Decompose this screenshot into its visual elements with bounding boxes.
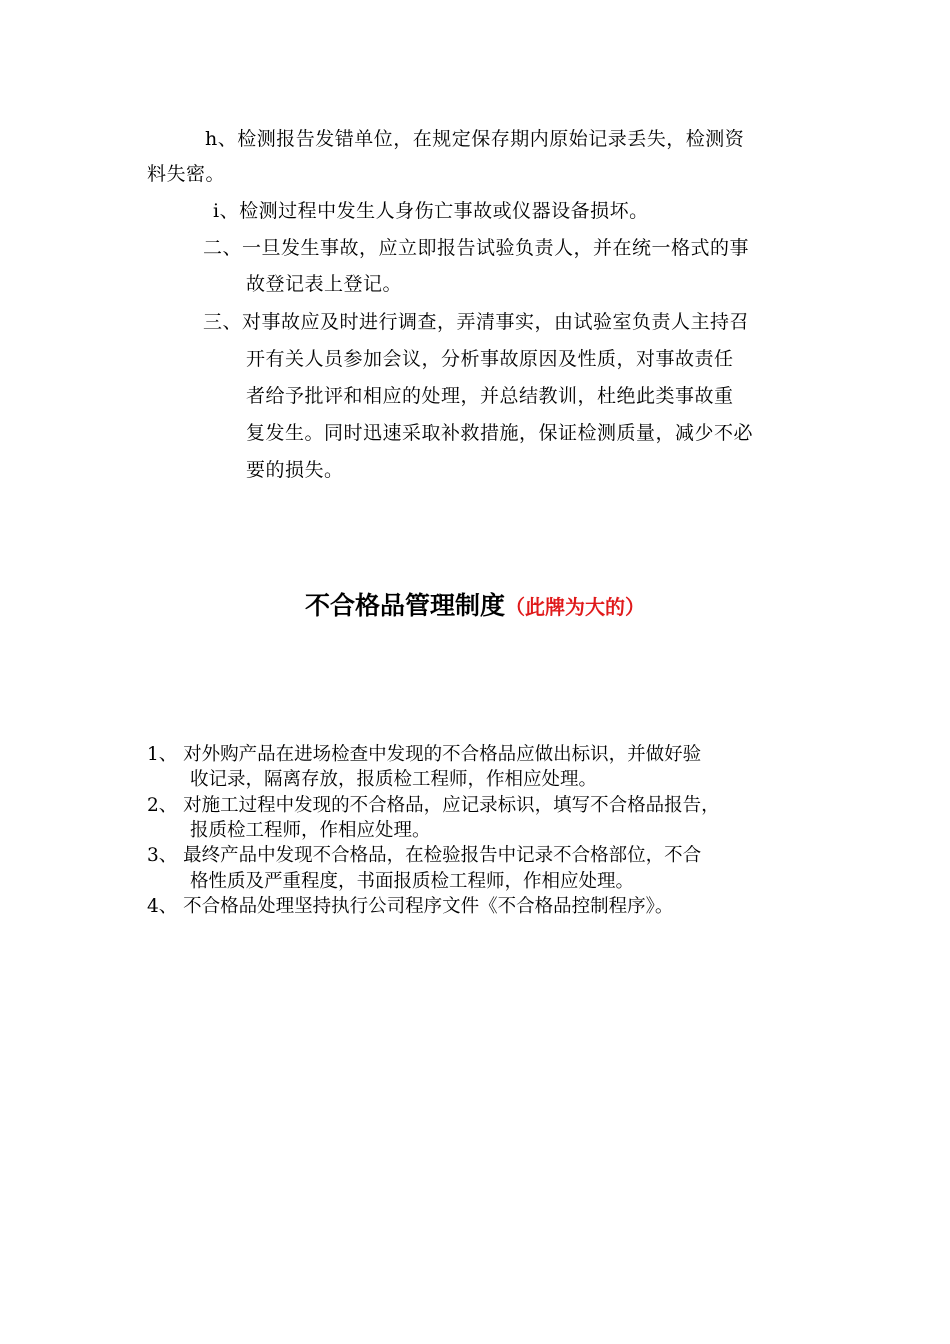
heading-note: （此牌为大的） bbox=[505, 595, 645, 619]
paragraph-line-three-cont-1: 开有关人员参加会议，分析事故原因及性质，对事故责任 bbox=[246, 348, 734, 370]
paragraph-line-three-cont-4: 要的损失。 bbox=[246, 459, 344, 481]
paragraph-line-h-cont: 料失密。 bbox=[147, 163, 226, 185]
list-item-1-cont: 收记录，隔离存放，报质检工程师，作相应处理。 bbox=[190, 769, 598, 790]
list-item-1: 1、 对外购产品在进场检查中发现的不合格品应做出标识，并做好验 bbox=[147, 744, 702, 765]
paragraph-line-h: h、检测报告发错单位，在规定保存期内原始记录丢失，检测资 bbox=[205, 128, 745, 150]
list-item-4: 4、 不合格品处理坚持执行公司程序文件《不合格品控制程序》。 bbox=[147, 896, 674, 917]
list-item-3: 3、 最终产品中发现不合格品，在检验报告中记录不合格部位，不合 bbox=[147, 845, 702, 866]
list-item-3-cont: 格性质及严重程度，书面报质检工程师，作相应处理。 bbox=[190, 871, 635, 892]
heading-title: 不合格品管理制度 bbox=[304, 591, 505, 620]
list-item-2-cont: 报质检工程师，作相应处理。 bbox=[190, 820, 431, 841]
paragraph-line-three: 三、对事故应及时进行调查，弄清事实，由试验室负责人主持召 bbox=[203, 311, 750, 333]
paragraph-line-two-cont: 故登记表上登记。 bbox=[246, 273, 403, 295]
paragraph-line-i: i、检测过程中发生人身伤亡事故或仪器设备损坏。 bbox=[213, 200, 649, 222]
paragraph-line-three-cont-2: 者给予批评和相应的处理，并总结教训，杜绝此类事故重 bbox=[246, 385, 734, 407]
section-heading bbox=[0, 586, 950, 627]
paragraph-line-two: 二、一旦发生事故，应立即报告试验负责人，并在统一格式的事 bbox=[203, 237, 750, 259]
paragraph-line-three-cont-3: 复发生。同时迅速采取补救措施，保证检测质量，减少不必 bbox=[246, 422, 754, 444]
list-item-2: 2、 对施工过程中发现的不合格品，应记录标识，填写不合格品报告， bbox=[147, 795, 720, 816]
